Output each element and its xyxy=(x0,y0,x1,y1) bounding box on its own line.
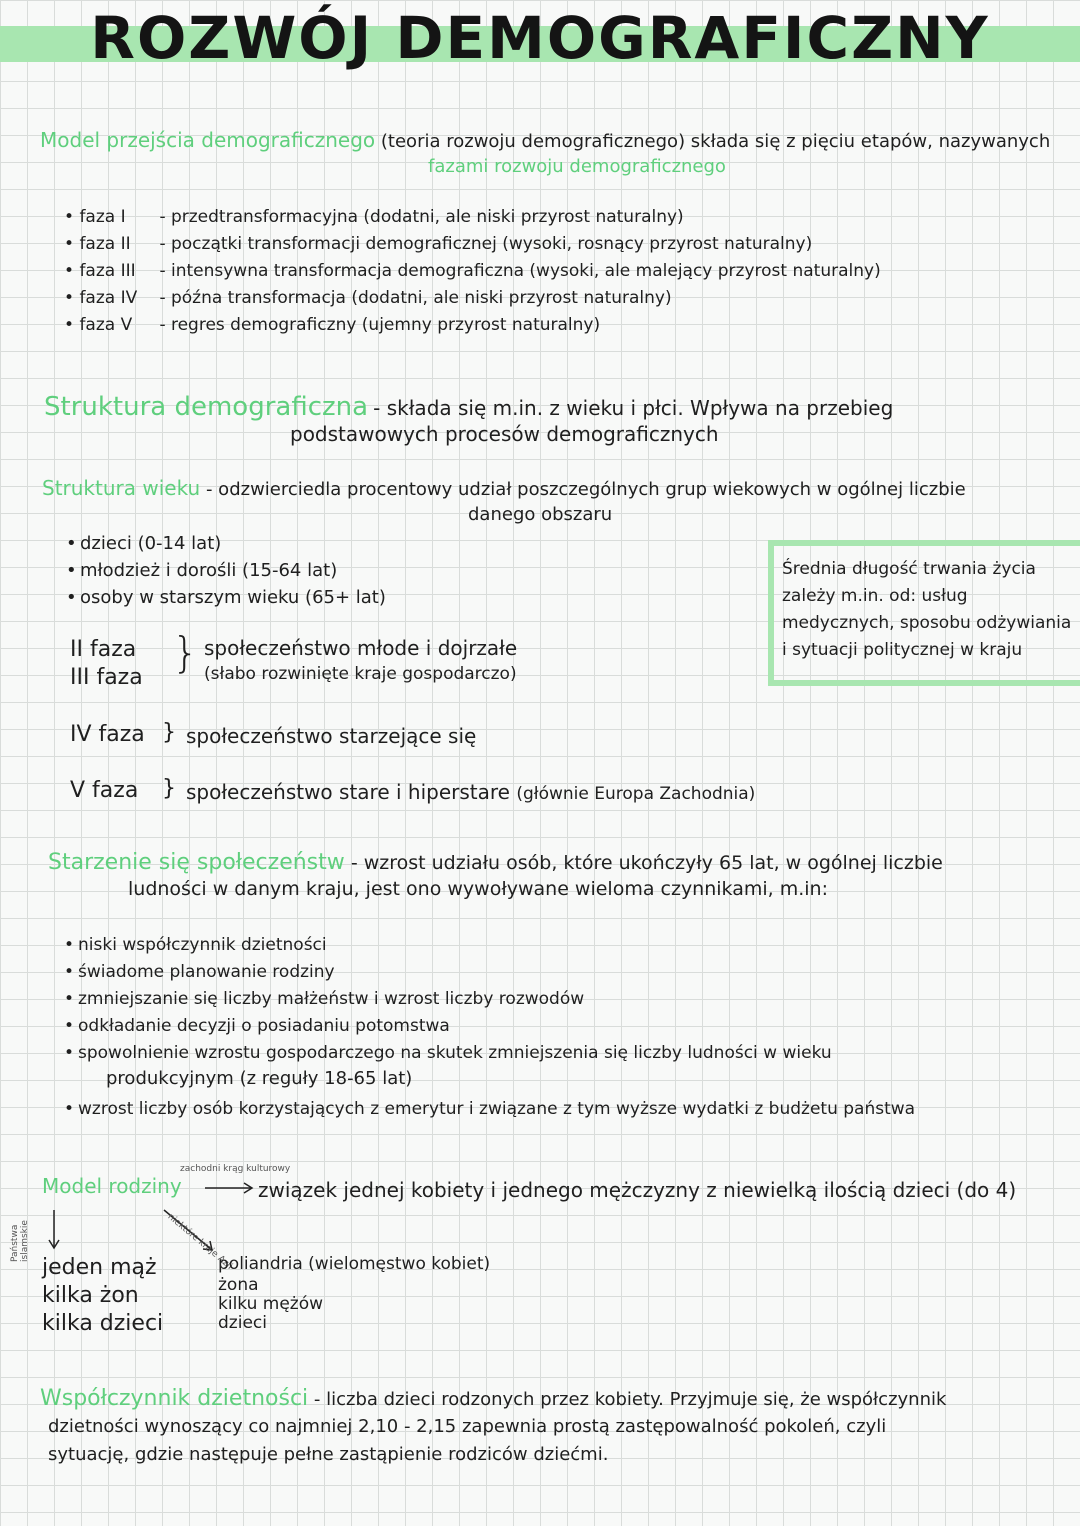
list-item: • dzieci (0-14 lat) xyxy=(66,530,386,557)
polygyny-item: jeden mąż xyxy=(42,1255,157,1280)
list-item: • młodzież i dorośli (15-64 lat) xyxy=(66,557,386,584)
fertility-text-line3: sytuację, gdzie następuje pełne zastąpienie rodziców dziećmi. xyxy=(48,1444,609,1465)
phase-label: faza I xyxy=(79,207,126,227)
phase-desc: - intensywna transformacja demograficzna (wysoki, ale malejący przyrost naturalny) xyxy=(159,261,881,281)
phase-item: • faza I - przedtransformacyjna (dodatni, ale niski przyrost naturalny) xyxy=(64,204,944,231)
age-text-line2: danego obszaru xyxy=(468,504,613,525)
monogamy-text: związek jednej kobiety i jednego mężczyzny z niewielką ilością dzieci (do 4) xyxy=(258,1178,1017,1202)
list-item: • świadome planowanie rodziny xyxy=(64,959,832,986)
fertility-heading: Współczynnik dzietności xyxy=(40,1386,309,1411)
phase-tag: V faza xyxy=(70,778,139,803)
phase-label: faza IV xyxy=(79,288,138,308)
phase-group-desc: społeczeństwo młode i dojrzałe xyxy=(204,636,518,660)
life-expectancy-box: Średnia długość trwania życia zależy m.in. od: usług medycznych, sposobu odżywiania i sytuacji politycznej w kraju xyxy=(768,540,1080,686)
polyandry-item: żona xyxy=(218,1275,259,1295)
family-arrows xyxy=(40,1170,280,1260)
age-text: - odzwierciedla procentowy udział poszczególnych grup wiekowych w ogólnej liczbie xyxy=(205,479,966,500)
list-item: • osoby w starszym wieku (65+ lat) xyxy=(66,584,386,611)
list-item: • wzrost liczby osób korzystających z emerytur i związane z tym wyższe wydatki z budżetu państwa xyxy=(64,1096,915,1123)
aging-text: - wzrost udziału osób, które ukończyły 65 lat, w ogólnej liczbie xyxy=(350,852,943,874)
age-heading: Struktura wieku xyxy=(42,476,201,500)
brace: } xyxy=(162,720,176,745)
polyandry-list xyxy=(218,1276,323,1333)
family-heading: Model rodziny xyxy=(42,1174,182,1198)
phase-tag: III faza xyxy=(70,665,143,690)
brace: } xyxy=(172,628,199,677)
phase-tag: IV faza xyxy=(70,722,145,747)
model-text: (teoria rozwoju demograficznego) składa się z pięciu etapów, nazywanych xyxy=(380,131,1051,152)
phase-desc: - przedtransformacyjna (dodatni, ale niski przyrost naturalny) xyxy=(159,207,684,227)
polygyny-item: kilka dzieci xyxy=(42,1311,164,1336)
phase-group-young xyxy=(70,636,143,692)
polyandry-item: dzieci xyxy=(218,1313,267,1333)
fertility-text-line2: dzietności wynoszący co najmniej 2,10 - 2,15 zapewnia prostą zastępowalność pokoleń, czyli xyxy=(48,1416,887,1437)
age-intro xyxy=(42,476,1072,500)
aging-factors-last xyxy=(64,1096,915,1123)
phase-item: • faza III - intensywna transformacja demograficzna (wysoki, ale malejący przyrost naturalny) xyxy=(64,258,944,285)
phase-label: faza III xyxy=(79,261,136,281)
phase-label: faza II xyxy=(79,234,131,254)
structure-text-line2: podstawowych procesów demograficznych xyxy=(290,422,719,446)
structure-heading: Struktura demograficzna xyxy=(44,392,369,422)
model-intro xyxy=(40,128,1070,152)
model-heading: Model przejścia demograficznego xyxy=(40,128,376,152)
phase-group-desc-row xyxy=(186,780,755,804)
list-item: • zmniejszanie się liczby małżeństw i wzrost liczby rozwodów xyxy=(64,986,832,1013)
phase-label: faza V xyxy=(79,315,133,335)
phase-group-note: (głównie Europa Zachodnia) xyxy=(516,784,756,804)
phase-desc: - późna transformacja (dodatni, ale niski przyrost naturalny) xyxy=(159,288,672,308)
phase-group-note: (słabo rozwinięte kraje gospodarczo) xyxy=(204,664,517,684)
arrow-note: zachodni krąg kulturowy xyxy=(180,1164,291,1174)
phase-group-desc: społeczeństwo stare i hiperstare xyxy=(186,780,510,804)
structure-text: - składa się m.in. z wieku i płci. Wpływa na przebieg xyxy=(373,396,894,420)
phase-group-desc: społeczeństwo starzejące się xyxy=(186,724,477,748)
fertility-text: - liczba dzieci rodzonych przez kobiety. Przyjmuje się, że współczynnik xyxy=(313,1389,947,1410)
polygyny-list xyxy=(42,1254,163,1338)
polyandry-item: kilku mężów xyxy=(218,1294,324,1314)
aging-heading: Starzenie się społeczeństw xyxy=(48,850,345,875)
phase-item: • faza II - początki transformacji demograficznej (wysoki, rosnący przyrost naturalny) xyxy=(64,231,944,258)
phase-item: • faza V - regres demograficzny (ujemny przyrost naturalny) xyxy=(64,312,944,339)
age-groups xyxy=(66,530,386,611)
brace: } xyxy=(162,776,176,801)
polyandry-heading: poliandria (wielomęstwo kobiet) xyxy=(218,1254,491,1274)
polygyny-item: kilka żon xyxy=(42,1283,139,1308)
phase-desc: - początki transformacji demograficznej (wysoki, rosnący przyrost naturalny) xyxy=(159,234,813,254)
aging-intro xyxy=(48,850,1078,875)
structure-intro xyxy=(44,392,1074,422)
factor-continuation: produkcyjnym (z reguły 18-65 lat) xyxy=(106,1068,413,1089)
phase-tag: II faza xyxy=(70,637,137,662)
list-item: • odkładanie decyzji o posiadaniu potomstwa xyxy=(64,1013,832,1040)
phase-list xyxy=(64,204,944,339)
page-title: ROZWÓJ DEMOGRAFICZNY xyxy=(90,4,990,72)
phase-desc: - regres demograficzny (ujemny przyrost naturalny) xyxy=(159,315,601,335)
arrow-note: niektóre kraje Azji xyxy=(165,1212,235,1272)
fertility-intro xyxy=(40,1386,1070,1411)
arrow-note: Państwa islamskie xyxy=(10,1220,30,1262)
list-item: • spowolnienie wzrostu gospodarczego na skutek zmniejszenia się liczby ludności w wieku xyxy=(64,1040,832,1067)
aging-factors xyxy=(64,932,832,1067)
phase-item: • faza IV - późna transformacja (dodatni, ale niski przyrost naturalny) xyxy=(64,285,944,312)
model-subtext: fazami rozwoju demograficznego xyxy=(428,156,726,177)
list-item: • niski współczynnik dzietności xyxy=(64,932,832,959)
aging-text-line2: ludności w danym kraju, jest ono wywoływane wieloma czynnikami, m.in: xyxy=(128,878,828,900)
